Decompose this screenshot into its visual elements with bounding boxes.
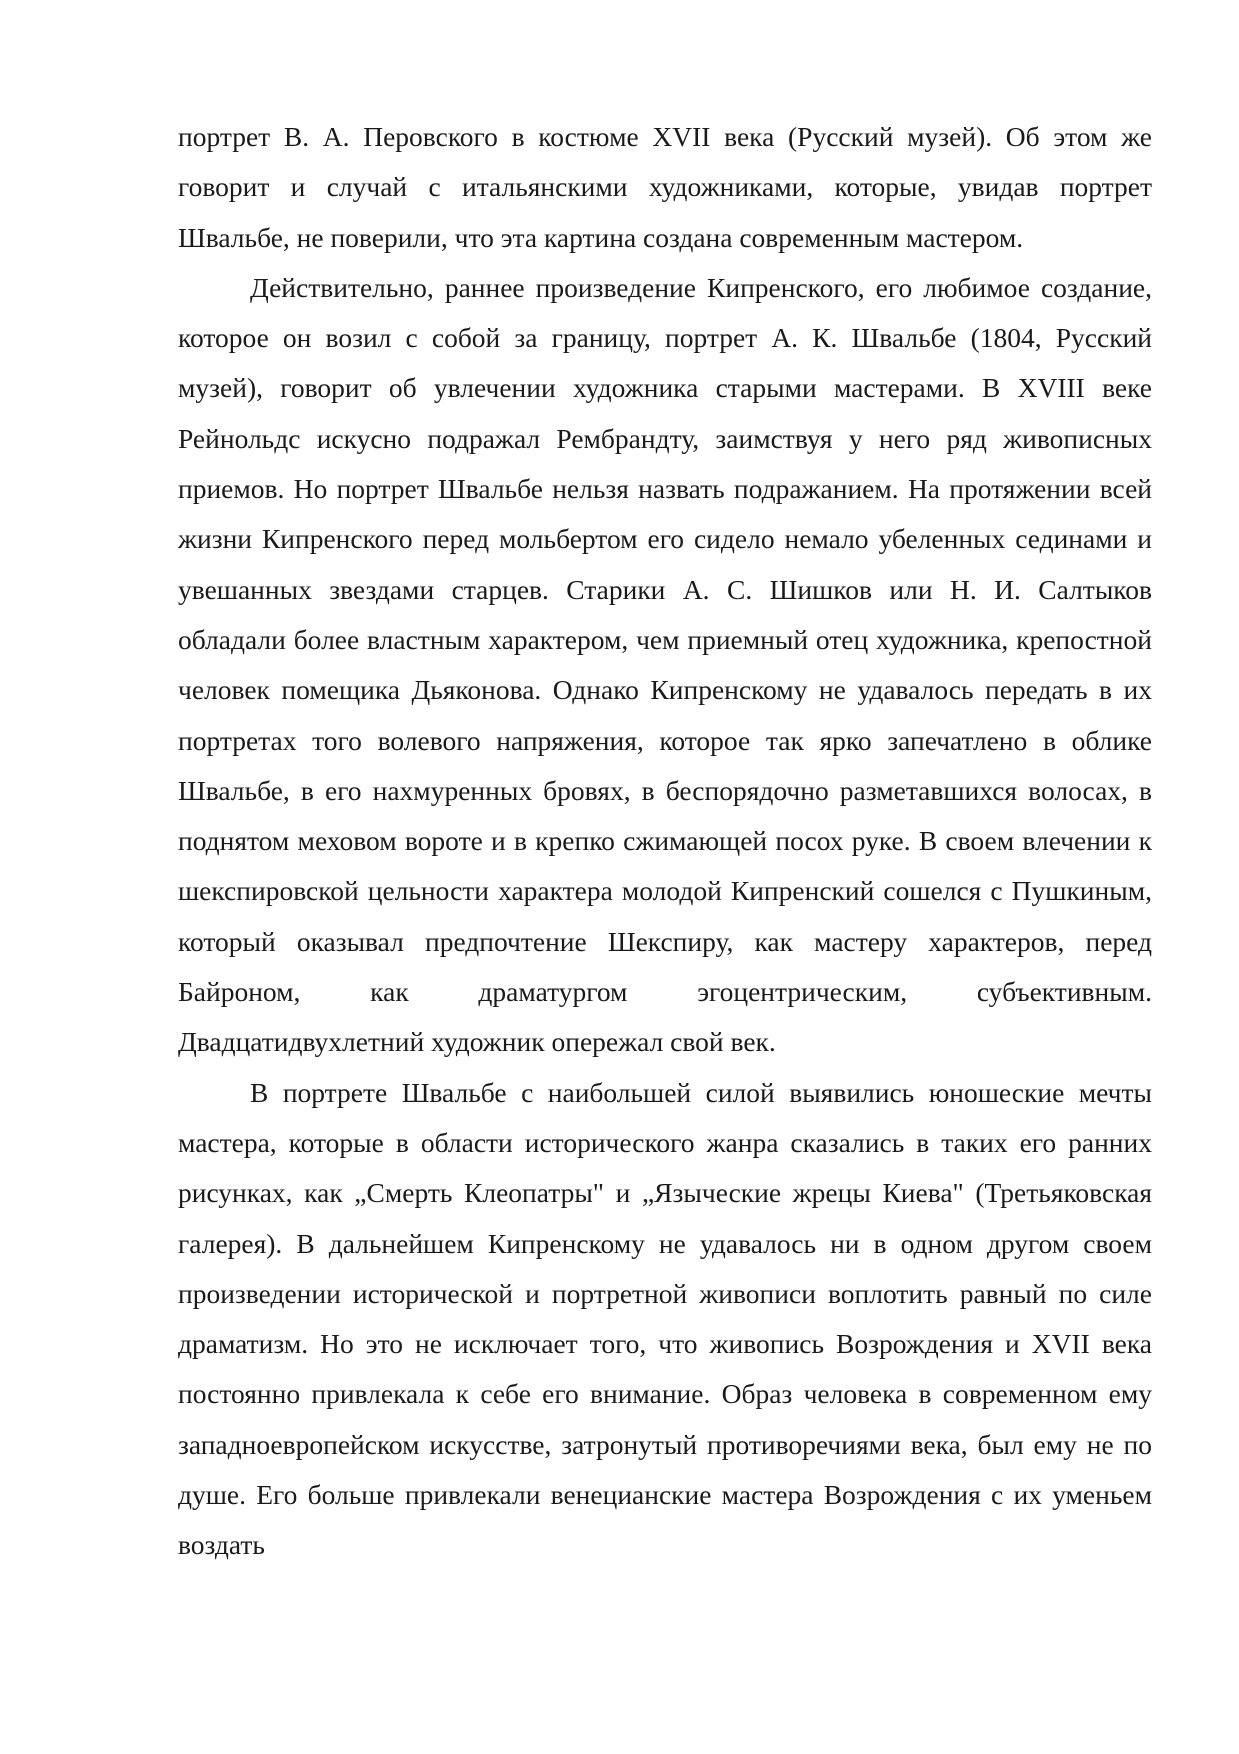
paragraph-2: Действительно, раннее произведение Кипренского, его любимое создание, которое он возил с собой за границу, портрет А. К. Швальбе (1804, Русский музей), говорит об увлечении художника старыми мастерами. В XVIII веке Рейнольдс искусно подражал Рембрандту, заимствуя у него ряд живописных приемов. Но портрет Швальбе нельзя назвать подражанием. На протяжении всей жизни Кипренского перед мольбертом его сидело немало убеленных сединами и увешанных звездами старцев. Старики А. С. Шишков или Н. И. Салтыков обладали более властным характером, чем приемный отец художника, крепостной человек помещика Дьяконова. Однако Кипренскому не удавалось передать в их портретах того волевого напряжения, которое так ярко запечатлено в облике Швальбе, в его нахмуренных бровях, в беспорядочно разметавшихся волосах, в поднятом меховом вороте и в крепко сжимающей посох руке. В своем влечении к шекспировской цельности характера молодой Кипренский сошелся с Пушкиным, который оказывал предпочтение Шекспиру, как мастеру характеров, перед Байроном, как драматургом эгоцентрическим, субъективным. Двадцатидвухлетний художник опережал свой век.: [178, 271, 1152, 1058]
body-text: [178, 112, 1152, 1571]
paragraph-1: портрет В. А. Перовского в костюме XVII века (Русский музей). Об этом же говорит и случай с итальянскими художниками, которые, увидав портрет Швальбе, не поверили, что эта картина создана современным мастером.: [178, 121, 1152, 253]
paragraph-3: В портрете Швальбе с наибольшей силой выявились юношеские мечты мастера, которые в области исторического жанра сказались в таких его ранних рисунках, как „Смерть Клеопатры" и „Языческие жрецы Киева" (Третьяковская галерея). В дальнейшем Кипренскому не удавалось ни в одном другом своем произведении исторической и портретной живописи воплотить равный по силе драматизм. Но это не исключает того, что живопись Возрождения и XVII века постоянно привлекала к себе его внимание. Образ человека в современном ему западноевропейском искусстве, затронутый противоречиями века, был ему не по душе. Его больше привлекали венецианские мастера Возрождения с их уменьем воздать: [178, 1076, 1152, 1561]
